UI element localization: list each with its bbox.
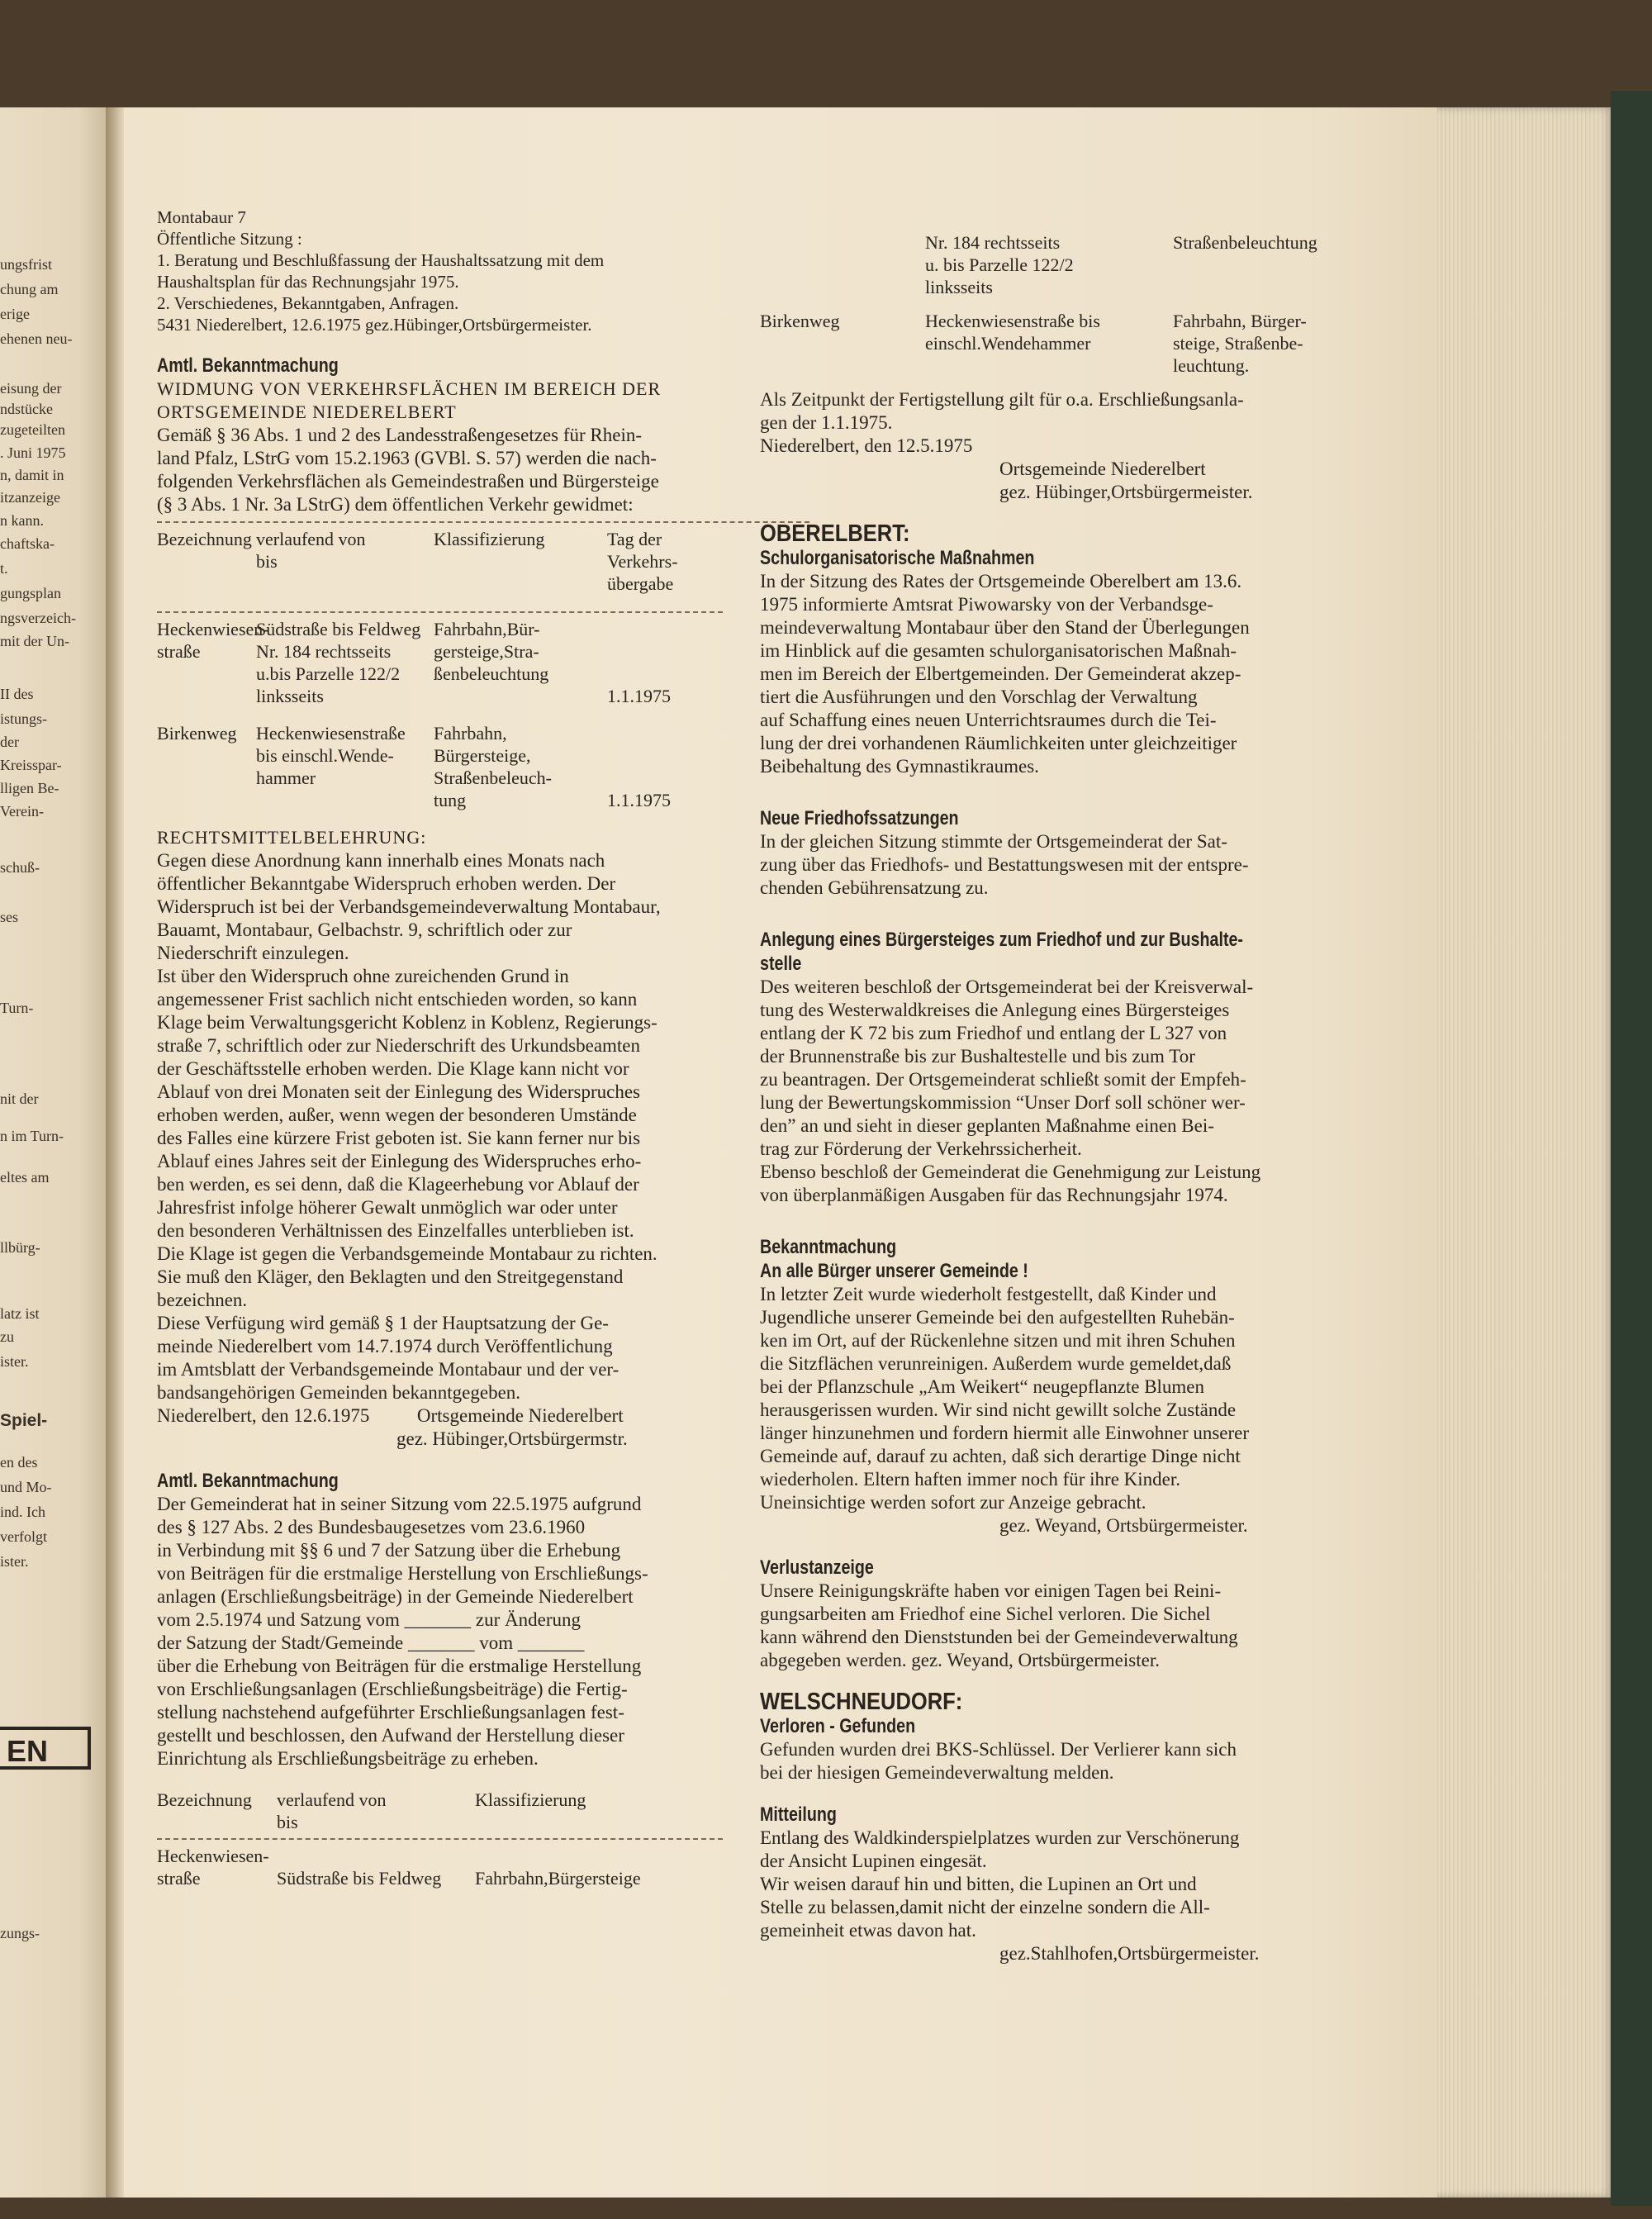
table-cell: 1.1.1975 (607, 790, 671, 810)
text-line: Diese Verfügung wird gemäß § 1 der Hauptsatzung der Ge- (157, 1313, 609, 1333)
text-line: Haushaltsplan für das Rechnungsjahr 1975. (157, 272, 459, 292)
table-cell: Fahrbahn,Bür- gersteige,Stra- ßenbeleuchtung (434, 619, 549, 684)
left-page-fragment: n, damit in (0, 467, 64, 483)
left-page-fragment: II des (0, 686, 34, 702)
left-page-fragment: istungs- (0, 710, 48, 727)
text-line: den besonderen Verhältnissen des Einzelfalles unterblieben ist. (157, 1220, 634, 1241)
table-cell: Nr. 184 rechtsseits u. bis Parzelle 122/2 linksseits (925, 232, 1074, 297)
text-line: über die Erhebung von Beiträgen für die erstmalige Herstellung (157, 1656, 642, 1676)
table-cell: Heckenwiesenstraße bis einschl.Wendehammer (925, 311, 1100, 354)
friedhof-body (760, 830, 1429, 900)
text-line: abgegeben werden. gez. Weyand, Ortsbürgermeister. (760, 1650, 1160, 1670)
widmung-table (157, 528, 809, 826)
text-line: Stelle zu belassen,damit nicht der einzelne sondern die All- (760, 1897, 1210, 1917)
friedhof-heading: Neue Friedhofssatzungen (760, 807, 959, 829)
text-line: Jahresfrist infolge höherer Gewalt unmöglich war oder unter (157, 1197, 618, 1218)
left-page-fragment: gungsplan (0, 585, 61, 601)
left-page-fragment: ister. (0, 1553, 29, 1570)
table-divider (157, 611, 723, 613)
text-line: im Hinblick auf die gesamten schulorganisatorischen Maßnah- (760, 640, 1237, 661)
schul-heading: Schulorganisatorische Maßnahmen (760, 547, 1035, 569)
text-line: stelle (760, 953, 802, 975)
text-line: gen der 1.1.1975. (760, 412, 893, 433)
left-page-fragment: llbürg- (0, 1239, 40, 1256)
text-line: Montabaur 7 (157, 207, 246, 227)
text-line: Des weiteren beschloß der Ortsgemeinderat bei der Kreisverwal- (760, 976, 1254, 997)
text-line: der Brunnenstraße bis zur Bushaltestelle und bis zum Tor (760, 1046, 1195, 1067)
text-line: 1. Beratung und Beschlußfassung der Haushaltssatzung mit dem (157, 250, 605, 270)
left-page-fragment: ehenen neu- (0, 330, 73, 347)
text-line: In letzter Zeit wurde wiederholt festgestellt, daß Kinder und (760, 1284, 1217, 1304)
erschliessung-table (157, 1789, 809, 1889)
text-line: herausgerissen wurden. Wir sind nicht gewillt solche Zustände (760, 1399, 1237, 1420)
text-line: Sie muß den Kläger, den Beklagten und den Streitgegenstand (157, 1266, 624, 1287)
left-page-box-fragment: EN (0, 1727, 91, 1770)
text-line: Der Gemeinderat hat in seiner Sitzung vom 22.5.1975 aufgrund (157, 1494, 642, 1514)
amtl-heading-2: Amtl. Bekanntmachung (157, 1470, 339, 1492)
left-page-fragment: Kreisspar- (0, 757, 62, 773)
text-line: Klage beim Verwaltungsgericht Koblenz in Koblenz, Regierungs- (157, 1012, 657, 1033)
text-line: An alle Bürger unserer Gemeinde ! (760, 1260, 1028, 1282)
text-line: Gegen diese Anordnung kann innerhalb eines Monats nach (157, 850, 605, 871)
left-page-fragment: mit der Un- (0, 633, 69, 649)
left-page-fragment: zungs- (0, 1925, 40, 1941)
text-line: zu beantragen. Der Ortsgemeinderat schließt somit der Empfeh- (760, 1069, 1246, 1090)
text-line: Ablauf eines Jahres seit der Einlegung des Widerspruches erho- (157, 1151, 642, 1171)
document-page (124, 107, 1437, 2198)
text-line: der Satzung der Stadt/Gemeinde _______ vom _______ (157, 1632, 585, 1653)
table-cell: 1.1.1975 (607, 686, 671, 706)
text-line: gez. Hübinger,Ortsbürgermeister. (999, 482, 1253, 502)
text-line: gungsarbeiten am Friedhof eine Sichel verloren. Die Sichel (760, 1604, 1211, 1624)
right-column (760, 231, 1429, 1965)
left-page-fragment: chaftska- (0, 535, 55, 552)
verloren-heading: Verloren - Gefunden (760, 1715, 916, 1737)
text-line: Ebenso beschloß der Gemeinderat die Genehmigung zur Leistung (760, 1162, 1261, 1182)
text-line: ben werden, es sei denn, daß die Klageerhebung vor Ablauf der (157, 1174, 639, 1195)
continued-table (760, 231, 1429, 388)
text-line: In der Sitzung des Rates der Ortsgemeinde Oberelbert am 13.6. (760, 571, 1242, 592)
meeting-notice (157, 207, 809, 335)
text-line: lung der drei vorhandenen Räumlichkeiten unter gleichzeitiger (760, 733, 1237, 753)
text-line: Niederelbert, den 12.5.1975 (760, 435, 973, 456)
text-line: bei der Pflanzschule „Am Weikert“ neugepflanzte Blumen (760, 1376, 1205, 1397)
mitteilung-body (760, 1827, 1429, 1942)
text-line: Gemeinde auf, darauf zu achten, daß sich derartige Dinge nicht (760, 1446, 1241, 1466)
table-cell (760, 231, 925, 298)
rechtsmittel-heading: RECHTSMITTELBELEHRUNG: (157, 827, 427, 848)
text-line: ORTSGEMEINDE NIEDERELBERT (157, 402, 457, 422)
text-line: Wir weisen darauf hin und bitten, die Lupinen an Ort und (760, 1874, 1197, 1894)
verloren-body (760, 1738, 1429, 1784)
anlegung-heading (760, 928, 1429, 976)
table-cell: Fahrbahn, Bürger- steige, Straßenbe- leuchtung. (1173, 311, 1307, 376)
text-line: 5431 Niederelbert, 12.6.1975 gez.Hübinger,Ortsbürgermeister. (157, 315, 592, 335)
text-line: kann während den Dienststunden bei der Gemeindeverwaltung (760, 1627, 1238, 1647)
left-page-fragment: itzanzeige (0, 489, 60, 506)
left-page-fragment: ndstücke (0, 401, 53, 417)
left-page-fragment: Turn- (0, 1000, 34, 1016)
oberelbert-heading: OBERELBERT: (760, 520, 910, 547)
table-header: verlaufend von bis (277, 1789, 387, 1832)
table-cell: Heckenwiesen- straße (157, 619, 269, 662)
text-line: chenden Gebührensatzung zu. (760, 877, 989, 898)
table-header: Bezeichnung (157, 1789, 252, 1810)
left-page-fragment: n kann. (0, 512, 44, 529)
text-line: tung des Westerwaldkreises die Anlegung eines Bürgersteiges (760, 1000, 1230, 1020)
table-cell: Südstraße bis Feldweg Nr. 184 rechtsseits u.bis Parzelle 122/2 linksseits (256, 619, 421, 706)
fertigstellung-text (760, 388, 1429, 458)
left-page-fragment: . Juni 1975 (0, 444, 66, 461)
mitteilung-heading: Mitteilung (760, 1803, 837, 1826)
text-line: 2. Verschiedenes, Bekanntgaben, Anfragen. (157, 293, 459, 313)
amtl-heading-1: Amtl. Bekanntmachung (157, 354, 339, 377)
table-cell: Fahrbahn,Bürgersteige (475, 1868, 641, 1889)
text-line: Jugendliche unserer Gemeinde bei den aufgestellten Ruhebän- (760, 1307, 1235, 1328)
table-cell: Heckenwiesen- straße (157, 1846, 269, 1889)
table-cell: Heckenwiesenstraße bis einschl.Wende- hammer (256, 723, 406, 788)
text-line: meinde Niederelbert vom 14.7.1974 durch Veröffentlichung (157, 1336, 613, 1357)
text-line: des Falles eine kürzere Frist geboten ist. Sie kann ferner nur bis (157, 1128, 641, 1148)
left-column (157, 207, 809, 1889)
text-line: von Erschließungsanlagen (Erschließungsbeiträge) die Fertig- (157, 1679, 628, 1699)
bekanntmachung-body (760, 1283, 1429, 1514)
text-line: Anlegung eines Bürgersteiges zum Friedhof und zur Bushalte- (760, 929, 1243, 951)
text-line: straße 7, schriftlich oder zur Niederschrift des Urkundsbeamten (157, 1035, 641, 1056)
left-page-fragment: der (0, 734, 19, 750)
verlust-body (760, 1580, 1429, 1672)
text-line: Niederschrift einzulegen. (157, 943, 349, 963)
text-line: der Ansicht Lupinen eingesät. (760, 1851, 987, 1871)
text-line: Die Klage ist gegen die Verbandsgemeinde Montabaur zu richten. (157, 1243, 657, 1264)
text-line: Bauamt, Montabaur, Gelbachstr. 9, schriftlich oder zur (157, 919, 572, 940)
erschliessung-body (157, 1493, 809, 1770)
table-cell: Fahrbahn, Bürgersteige, Straßenbeleuch- tung (434, 723, 552, 810)
rechtsmittel-section (157, 826, 809, 1451)
text-line: men im Bereich der Elbertgemeinden. Der Gemeinderat akzep- (760, 663, 1241, 684)
widmung-title (157, 378, 809, 424)
table-cell: verlaufend von bis (256, 529, 366, 572)
signature-line: Niederelbert, den 12.6.1975 Ortsgemeinde Niederelbert (157, 1405, 624, 1426)
left-page-fragment: Verein- (0, 803, 44, 820)
text-line: den” an und sieht in dieser geplanten Maßnahme einen Bei- (760, 1115, 1214, 1136)
text-line: gemeinheit etwas davon hat. (760, 1920, 976, 1941)
text-line: Beibehaltung des Gymnastikraumes. (760, 756, 1039, 777)
text-line: der Geschäftsstelle erhoben werden. Die Klage kann nicht vor (157, 1058, 629, 1079)
bekanntmachung-heading (760, 1235, 1429, 1283)
left-page-fragment: chung am (0, 281, 59, 297)
text-line: angemessener Frist sachlich nicht entschieden worden, so kann (157, 989, 638, 1010)
text-line: Öffentliche Sitzung : (157, 229, 302, 249)
table-cell: Birkenweg (157, 723, 237, 744)
text-line: erhoben werden, außer, wenn wegen der besonderen Umstände (157, 1105, 637, 1125)
left-page-fragment: zu (0, 1328, 14, 1345)
mitteilung-signature: gez.Stahlhofen,Ortsbürgermeister. (999, 1943, 1260, 1964)
text-line: ken im Ort, auf der Rückenlehne sitzen und mit ihren Schuhen (760, 1330, 1236, 1351)
text-line: meindeverwaltung Montabaur über den Stand der Überlegungen (760, 617, 1250, 638)
table-cell: Birkenweg (760, 311, 840, 331)
left-page-fragment: t. (0, 560, 8, 577)
text-line: vom 2.5.1974 und Satzung vom _______ zur Änderung (157, 1609, 581, 1630)
text-line: öffentlicher Bekanntgabe Widerspruch erhoben werden. Der (157, 873, 616, 894)
left-page-fragment: und Mo- (0, 1479, 52, 1495)
text-line: Als Zeitpunkt der Fertigstellung gilt für o.a. Erschließungsanla- (760, 389, 1244, 410)
schul-body (760, 570, 1429, 778)
text-line: Ortsgemeinde Niederelbert (999, 459, 1206, 479)
text-line: land Pfalz, LStrG vom 15.2.1963 (GVBl. S. 57) werden die nach- (157, 448, 657, 468)
text-line: Ablauf von drei Monaten seit der Einlegung des Widerspruches (157, 1081, 640, 1102)
text-line: wiederholen. Eltern haften immer noch für ihre Kinder. (760, 1469, 1181, 1490)
left-page-fragment: ngsverzeich- (0, 610, 76, 626)
text-line: Widerspruch ist bei der Verbandsgemeindeverwaltung Montabaur, (157, 896, 661, 917)
left-page-fragment: ungsfrist (0, 256, 52, 273)
text-line: Ist über den Widerspruch ohne zureichenden Grund in (157, 966, 569, 986)
left-page-fragment: eisung der (0, 380, 62, 397)
left-page-fragment: ind. Ich (0, 1504, 45, 1520)
text-line: Entlang des Waldkinderspielplatzes wurden zur Verschönerung (760, 1827, 1240, 1848)
widmung-body (157, 424, 809, 516)
text-line: folgenden Verkehrsflächen als Gemeindestraßen und Bürgersteige (157, 471, 659, 492)
text-line: Bekanntmachung (760, 1236, 897, 1258)
table-cell: Südstraße bis Feldweg (277, 1868, 442, 1889)
text-line: bandsangehörigen Gemeinden bekanntgegeben. (157, 1382, 521, 1403)
text-line: zung über das Friedhofs- und Bestattungswesen mit der entspre- (760, 854, 1249, 875)
signature-line: gez. Hübinger,Ortsbürgermstr. (396, 1428, 628, 1449)
left-page-fragment: ister. (0, 1353, 29, 1370)
text-line: die Sitzflächen verunreinigen. Außerdem wurde gemeldet,daß (760, 1353, 1232, 1374)
text-line: Unsere Reinigungskräfte haben vor einigen Tagen bei Reini- (760, 1580, 1222, 1601)
page-edges (1437, 107, 1615, 2198)
text-line: WIDMUNG VON VERKEHRSFLÄCHEN IM BEREICH DER (157, 378, 662, 399)
left-page-fragment: lligen Be- (0, 780, 59, 796)
left-page-fragment: erige (0, 306, 30, 322)
left-page-heading-fragment: Spiel- (0, 1411, 48, 1430)
left-page-fragment: n im Turn- (0, 1128, 64, 1144)
left-page-fragment: en des (0, 1454, 38, 1471)
text-line: in Verbindung mit §§ 6 und 7 der Satzung über die Erhebung (157, 1540, 621, 1561)
book-cover (1611, 91, 1652, 2206)
left-page-fragment: verfolgt (0, 1528, 47, 1545)
text-line: In der gleichen Sitzung stimmte der Ortsgemeinderat der Sat- (760, 831, 1227, 852)
text-line: Gefunden wurden drei BKS-Schlüssel. Der Verlierer kann sich (760, 1739, 1237, 1760)
anlegung-body (760, 976, 1429, 1207)
text-line: trag zur Förderung der Verkehrssicherheit. (760, 1138, 1082, 1159)
verlust-heading: Verlustanzeige (760, 1556, 874, 1579)
left-page-fragment: nit der (0, 1090, 39, 1107)
left-page-edge (0, 107, 112, 2198)
text-line: bezeichnen. (157, 1290, 248, 1310)
text-line: anlagen (Erschließungsbeiträge) in der Gemeinde Niederelbert (157, 1586, 634, 1607)
text-line: von Beiträgen für die erstmalige Herstellung von Erschließungs- (157, 1563, 648, 1584)
table-header: Klassifizierung (475, 1789, 586, 1810)
left-page-fragment: eltes am (0, 1169, 50, 1186)
text-line: länger hinzunehmen und fordern hiermit alle Einwohner unserer (760, 1423, 1250, 1443)
text-line: von überplanmäßigen Ausgaben für das Rechnungsjahr 1974. (760, 1185, 1228, 1205)
left-page-fragment: ses (0, 909, 18, 925)
table-cell: Tag der Verkehrs- übergabe (607, 529, 678, 594)
text-line: 1975 informierte Amtsrat Piwowarsky von der Verbandsge- (760, 594, 1213, 615)
text-line: (§ 3 Abs. 1 Nr. 3a LStrG) dem öffentlichen Verkehr gewidmet: (157, 494, 634, 515)
text-line: Einrichtung als Erschließungsbeiträge zu erheben. (157, 1748, 539, 1769)
table-cell: Straßenbeleuchtung (1173, 232, 1317, 253)
welschneudorf-heading: WELSCHNEUDORF: (760, 1689, 963, 1715)
text-line: bei der hiesigen Gemeindeverwaltung melden. (760, 1762, 1114, 1783)
text-line: des § 127 Abs. 2 des Bundesbaugesetzes vom 23.6.1960 (157, 1517, 586, 1537)
bekanntmachung-signature: gez. Weyand, Ortsbürgermeister. (999, 1515, 1248, 1536)
text-line: gestellt und beschlossen, den Aufwand der Herstellung dieser (157, 1725, 624, 1746)
text-line: im Amtsblatt der Verbandsgemeinde Montabaur und der ver- (157, 1359, 620, 1380)
left-page-fragment: zugeteilten (0, 421, 65, 438)
left-page-fragment: latz ist (0, 1305, 40, 1322)
text-line: Uneinsichtige werden sofort zur Anzeige gebracht. (760, 1492, 1146, 1513)
table-cell: Klassifizierung (434, 529, 545, 549)
text-line: stellung nachstehend aufgeführter Erschließungsanlagen fest- (157, 1702, 624, 1722)
table-cell: Bezeichnung (157, 529, 252, 549)
text-line: tiert die Ausführungen und den Vorschlag der Verwaltung (760, 687, 1198, 707)
table-divider (157, 1838, 723, 1840)
text-line: auf Schaffung eines neuen Unterrichtsraumes durch die Tei- (760, 710, 1217, 730)
niederelbert-signature (760, 458, 1429, 504)
text-line: Gemäß § 36 Abs. 1 und 2 des Landesstraßengesetzes für Rhein- (157, 425, 642, 445)
text-line: entlang der K 72 bis zum Friedhof und entlang der L 327 von (760, 1023, 1227, 1043)
text-line: lung der Bewertungskommission “Unser Dorf soll schöner wer- (760, 1092, 1246, 1113)
left-page-fragment: schuß- (0, 859, 40, 876)
